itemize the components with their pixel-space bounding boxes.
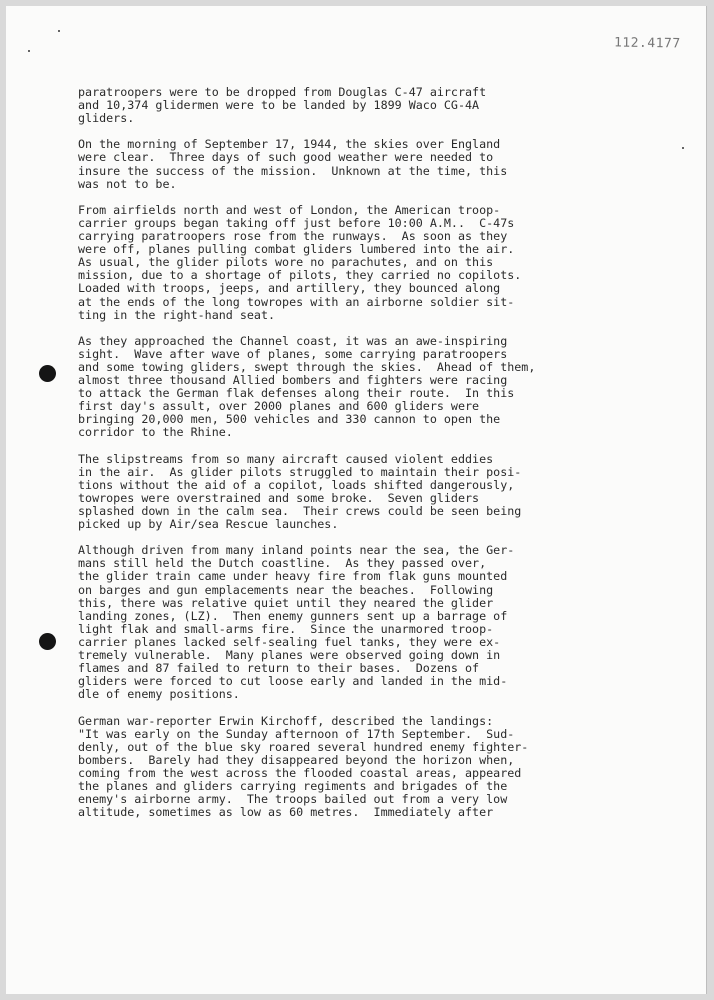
- body-text: [78, 86, 618, 832]
- document-page: [6, 6, 707, 994]
- paragraph: German war-reporter Erwin Kirchoff, described the landings: "It was early on the Sunday afternoon of 17th September. Sud- denly, out of the blue sky roared several hundred enemy fighter- bombers. Barely had they disappeared beyond the horizon when, coming from the west across the flooded coastal areas, appeared the planes and gliders carrying regiments and brigades of the enemy's airborne army. The troops bailed out from a very low altitude, sometimes as low as 60 metres. Immediately after: [78, 713, 529, 820]
- paper-speck: [28, 50, 30, 52]
- paragraph: paratroopers were to be dropped from Douglas C-47 aircraft and 10,374 glidermen were to be landed by 1899 Waco CG-4A gliders.: [78, 85, 487, 126]
- paragraph: On the morning of September 17, 1944, the skies over England were clear. Three days of such good weather were needed to insure the success of the mission. Unknown at the time, this was not to be.: [78, 137, 508, 191]
- paragraph: Although driven from many inland points near the sea, the Ger- mans still held the Dutch coastline. As they passed over, the glider train came under heavy fire from flak guns mounted on barges and gun emplacements near the beaches. Following this, there was relative quiet until they neared the glider landing zones, (LZ). Then enemy gunners sent up a barrage of light flak and small-arms fire. Since the unarmored troop- carrier planes lacked self-sealing fuel tanks, they were ex- tremely vulnerable. Many planes were observed going down in flames and 87 failed to return to their bases. Dozens of gliders were forced to cut loose early and landed in the mid- dle of enemy positions.: [78, 543, 515, 702]
- handwritten-page-number: 112.4177: [613, 35, 681, 52]
- paragraph: From airfields north and west of London, the American troop- carrier groups began taking off just before 10:00 A.M.. C-47s carrying paratroopers rose from the runways. As soon as they were off, planes pulling combat gliders lumbered into the air. As usual, the glider pilots wore no parachutes, and on this mission, due to a shortage of pilots, they carried no copilots. Loaded with troops, jeeps, and artillery, they bounced along at the ends of the long towropes with an airborne soldier sit- ting in the right-hand seat.: [78, 202, 522, 322]
- paragraph: As they approached the Channel coast, it was an awe-inspiring sight. Wave after wave of planes, some carrying paratroopers and some towing gliders, swept through the skies. Ahead of them, almost three thousand Allied bombers and fighters were racing to attack the German flak defenses along their route. In this first day's assult, over 2000 planes and 600 gliders were bringing 20,000 men, 500 vehicles and 330 cannon to open the corridor to the Rhine.: [78, 333, 536, 440]
- punch-hole-bottom: [39, 633, 56, 650]
- paragraph: The slipstreams from so many aircraft caused violent eddies in the air. As glider pilots struggled to maintain their posi- tions without the aid of a copilot, loads shifted dangerously, towropes were overstrained and some broke. Seven gliders splashed down in the calm sea. Their crews could be seen being picked up by Air/sea Rescue launches.: [78, 451, 522, 532]
- paper-speck: [682, 147, 684, 149]
- paper-speck: [58, 30, 60, 32]
- punch-hole-top: [39, 365, 56, 382]
